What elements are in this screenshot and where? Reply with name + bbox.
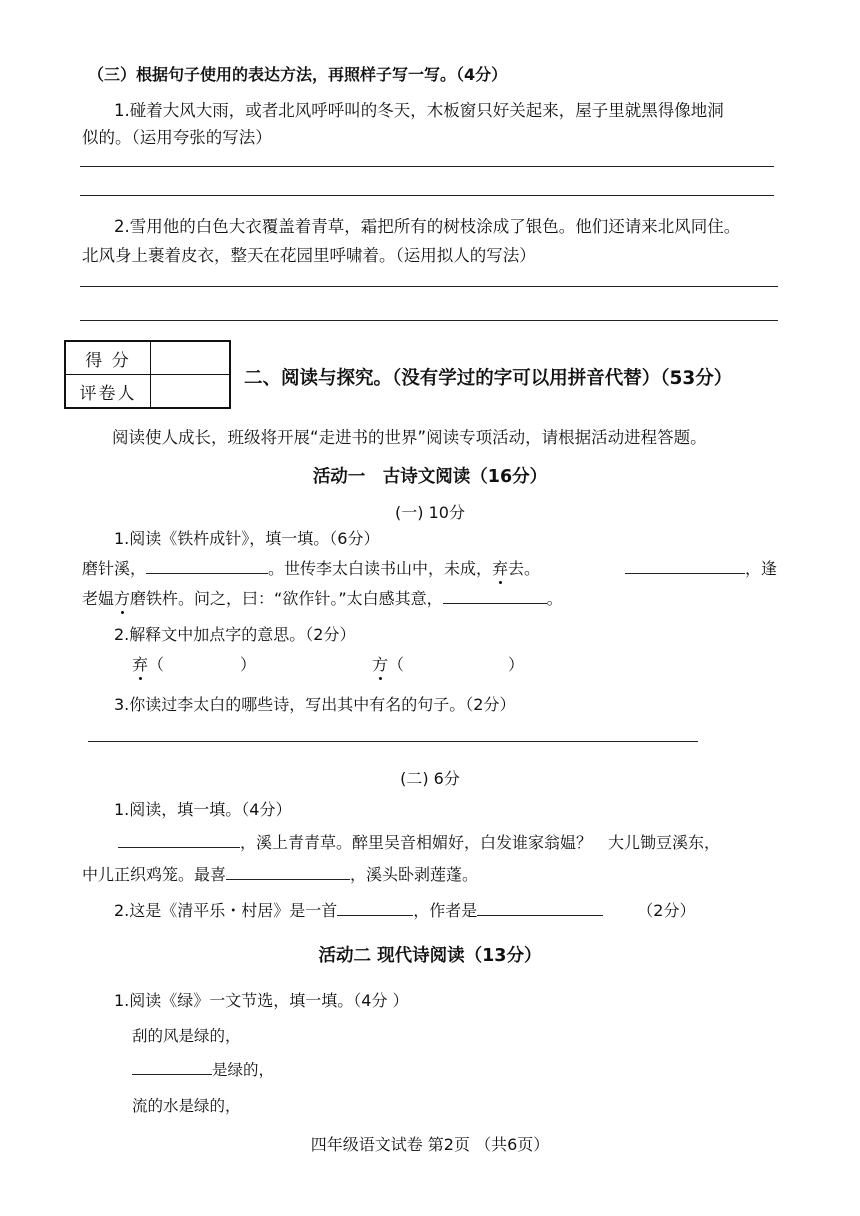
paren-close: ） (508, 655, 525, 674)
answer-line (80, 320, 778, 321)
poem-line: 流的水是绿的， (132, 1097, 241, 1115)
q2-text-line1: 2.雪用他的白色大衣覆盖着青草，霜把所有的树枝涂成了银色。他们还请来北风同住。 (114, 217, 741, 236)
text-span: 老媪 (82, 589, 115, 608)
poem-line-with-blank (132, 1058, 274, 1080)
text-span: 去。 (508, 559, 541, 578)
text-span: 是绿的， (212, 1061, 275, 1079)
a1-p2-line1 (118, 830, 720, 853)
grader-label: 评卷人 (65, 375, 151, 409)
a1-q2: 2.解释文中加点字的意思。（2分） (114, 625, 356, 644)
fill-blank[interactable] (625, 559, 745, 574)
score-label: 得 分 (65, 341, 151, 375)
answer-line (80, 195, 774, 196)
fill-blank[interactable] (226, 865, 350, 880)
text-span: 磨针溪， (82, 559, 147, 578)
answer-line (88, 741, 698, 742)
activity2-title: 活动二 现代诗阅读（13分） (318, 946, 542, 966)
fill-blank[interactable] (337, 901, 413, 916)
a1-q1-blank-right (625, 556, 777, 579)
activity1-sub1: (一) 10分 (395, 503, 465, 522)
text-span: ，溪头卧剥莲蓬。 (350, 865, 479, 884)
a1-q1: 1.阅读《铁杵成针》，填一填。（6分） (114, 529, 380, 548)
part2-intro: 阅读使人成长，班级将开展“走进书的世界”阅读专项活动，请根据活动进程答题。 (112, 428, 707, 447)
a1-p2-q2 (114, 898, 695, 921)
a1-p2-q1: 1.阅读，填一填。（4分） (114, 800, 292, 819)
a1-q3: 3.你读过李太白的哪些诗，写出其中有名的句子。（2分） (114, 695, 516, 714)
fill-blank[interactable] (443, 589, 547, 604)
text-span: 磨铁杵。问之，曰：“欲作针。”太白感其意， (130, 589, 443, 608)
text-span: 中儿正织鸡笼。最喜 (82, 865, 227, 884)
a1-q1-line2 (82, 586, 563, 609)
text-span: 。 (546, 589, 563, 608)
q1-text-line2: 似的。（运用夸张的写法） (82, 128, 272, 147)
fill-blank[interactable] (477, 901, 603, 916)
activity1-sub2: (二) 6分 (400, 769, 460, 788)
dotted-char: 弃 (132, 652, 148, 675)
text-span: ，溪上青青草。醉里吴音相媚好，白发谁家翁媪？ 大儿锄豆溪东， (240, 833, 721, 852)
q1-text-line1: 1.碰着大风大雨，或者北风呼呼叫的冬天，木板窗只好关起来，屋子里就黑得像地洞 (114, 101, 724, 120)
section3-heading: （三）根据句子使用的表达方法，再照样子写一写。（4分） (88, 65, 508, 84)
page-footer: 四年级语文试卷 第2页 （共6页） (310, 1135, 550, 1154)
part2-heading: 二、阅读与探究。（没有学过的字可以用拼音代替）（53分） (244, 368, 733, 389)
grader-cell (151, 375, 231, 409)
a1-q2-answer2 (372, 652, 524, 675)
fill-blank[interactable] (132, 1060, 212, 1075)
a1-p2-line2 (82, 862, 478, 885)
activity1-title: 活动一 古诗文阅读（16分） (312, 467, 548, 487)
paren-open: （ (148, 655, 165, 674)
dotted-char: 方 (114, 586, 130, 609)
q2-text-line2: 北风身上裹着皮衣，整天在花园里呼啸着。（运用拟人的写法） (82, 246, 536, 265)
score-table (64, 340, 231, 409)
text-span: ，作者是 (413, 901, 478, 920)
paren-close: ） (240, 655, 257, 674)
answer-line (80, 286, 778, 287)
score-cell (151, 341, 231, 375)
dotted-char: 弃 (492, 556, 508, 579)
text-span: ，逢 (745, 559, 778, 578)
a1-q1-line1 (82, 556, 540, 579)
fill-blank[interactable] (146, 559, 268, 574)
paren-open: （ (388, 655, 405, 674)
poem-line: 刮的风是绿的， (132, 1027, 241, 1045)
answer-line (80, 166, 774, 167)
text-span: （2分） (637, 901, 696, 920)
text-span: 。世传李太白读书山中，未成， (268, 559, 493, 578)
dotted-char: 方 (372, 652, 388, 675)
fill-blank[interactable] (118, 833, 240, 848)
a1-q2-answer1 (132, 652, 256, 675)
a2-q1: 1.阅读《绿》一文节选，填一填。（4分 ） (114, 991, 409, 1010)
text-span: 2.这是《清平乐・村居》是一首 (114, 901, 338, 920)
